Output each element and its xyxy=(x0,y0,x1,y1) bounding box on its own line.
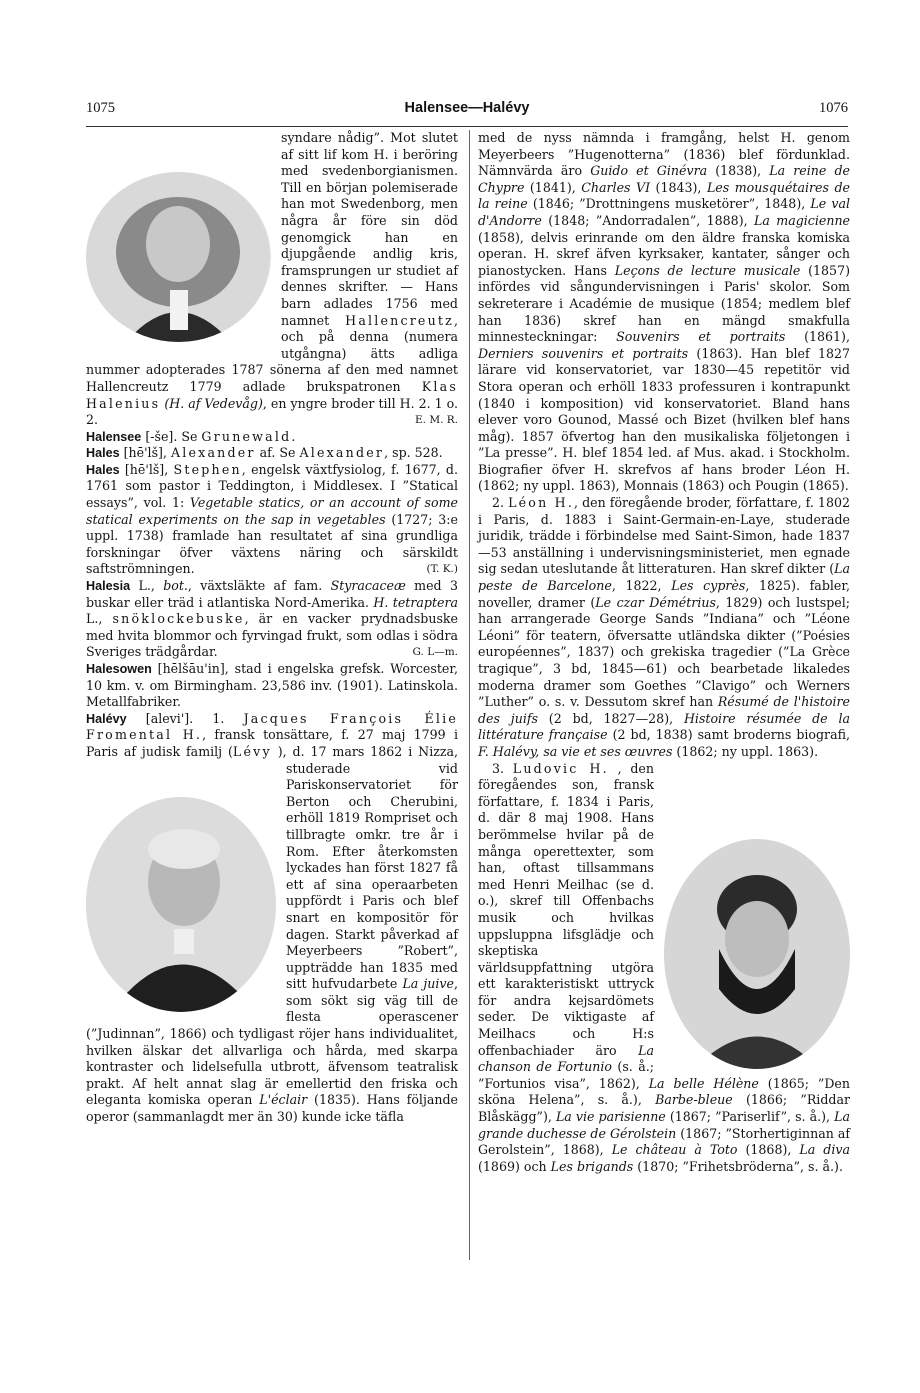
page-title: Halensee—Halévy xyxy=(404,100,530,116)
page-header xyxy=(86,100,848,122)
entry-ludovic-halevy: 3. Ludovic H. , den föregåendes son, fransk författare, f. 1834 i Paris, d. där 8 maj 1908. Hans berömmelse hvilar på de många operettexter, som han, oftast tillsammans med Henri Meilhac (se d. o.), skref till Offenbachs musik och hvilkas uppsluppna lifsglädje och skeptiska världsuppfattning utgöra ett karakteristiskt uttryck för andra kejsardömets seder. De viktigaste af Meilhacs och H:s offenbachiader äro La chanson de Fortunio (s. å.; ”Fortunios visa”, 1862), La belle Hélène (1865; ”Den sköna Helena”, s. å.), Barbe-bleue (1866; ”Riddar Blåskägg”), La vie parisienne (1867; ”Pariserlif”, s. å.), La grande duchesse de Gérolstein (1867; ”Storhertiginnan af Gerolstein”, 1868), Le château à Toto (1868), La diva (1869) och Les brigands (1870; ”Frihetsbröderna”, s. å.). xyxy=(478,760,851,1174)
entry-halevy-continued: med de nyss nämnda i framgång, helst H. genom Meyerbeers ”Hugenotterna” (1836) blef fördunklad. Nämnvärda äro Guido et Ginévra (1838), La reine de Chypre (1841), Charles VI (1843), Les mousquétaires de la reine (1846; ”Drottningens musketörer”, 1848), Le val d'Andorre (1848; ”Andorradalen”, 1888), La magicienne (1858), delvis erinrande om den äldre franska komiska operan. H. skref äfven kyrksaker, kantater, sånger och pianostycken. Hans Leçons de lecture musicale (1857) infördes vid sångundervisningen i Paris' skolor. Som sekreterare i Académie de musique (1854; medlem blef han 1836) skref han en mängd smakfulla minnesteckningar: Souvenirs et portraits (1861), Derniers souvenirs et portraits (1863). Han blef 1827 lärare vid konservatoriet, var 1830—45 repetitör vid Stora operan och erhöll 1833 professuren i kontrapunkt (1840 i komposition) vid konservatoriet. Bland hans elever voro Gounod, Massé och Bizet (hvilken blef hans måg). 1857 öfvertog han den musikaliska följetongen i ”La presse”. H. blef 1854 led. af Mus. akad. i Stockholm. Biografier öfver H. skrefvos af hans broder Léon H. (1862; ny uppl. 1863), Monnais (1863) och Pougin (1865). xyxy=(478,130,851,494)
entry-continuation: syndare nådig”. Mot slutet af sitt lif kom H. i beröring med svedenborgianismen. Till en början polemiserade han mot Swedenborg, men några år före sin död genomgick han en djupgående andlig kris, framsprungen ur studiet af dennes skrifter. — Hans barn adlades 1756 med namnet Hallencreutz, och på denna (numera utgångna) ätts adliga nummer adopterades 1787 sönerna af den med namnet Hallencreutz 1779 adlade brukspatronen Klas Halenius (H. af Vedevåg), en yngre broder till H. 2. 1 o. 2. E. M. R. xyxy=(86,130,458,428)
portrait-icon xyxy=(86,172,271,342)
portrait-figure-1 xyxy=(86,172,271,342)
entry-leon-halevy: 2. Léon H., den föregående broder, författare, f. 1802 i Paris, d. 1883 i Saint-Germain-en-Laye, studerade juridik, trädde i förbindelse med Saint-Simon, hade 1837—53 anställning i undervisningsministeriet, men egnade sig sedan uteslutande åt litteraturen. Han skref dikter (La peste de Barcelone, 1822, Les cyprès, 1825). fabler, noveller, dramer (Le czar Démétrius, 1829) och lustspel; han arrangerade George Sands ”Indiana” och ”Léone Léoni” för teatern, öfversatte utländska dikter (”Poésies européennes”, 1837) och grekiska tragedier (”La Grèce tragique”, 3 bd, 1845—61) och bearbetade likaledes moderna dramer som Goethes ”Clavigo” och Werners ”Luther” o. s. v. Dessutom skref han Résumé de l'histoire des juifs (2 bd, 1827—28), Histoire résumée de la littérature française (2 bd, 1838) samt broderns biografi, F. Halévy, sa vie et ses œuvres (1862; ny uppl. 1863). xyxy=(478,495,851,759)
right-column xyxy=(478,130,850,1175)
entry-halesowen: Halesowen [hēlšāu'in], stad i engelska grefsk. Worcester, 10 km. v. om Birmingham. 23,586 inv. (1901). Latinskola. Metallfabriker. xyxy=(86,661,458,710)
portrait-icon xyxy=(86,797,276,1012)
entry-halensee: Halensee [-še]. Se Grunewald. xyxy=(86,428,298,444)
header-rule xyxy=(86,126,848,127)
portrait-figure-3 xyxy=(664,839,850,1069)
page-number-left: 1075 xyxy=(86,100,115,116)
left-column xyxy=(86,130,458,1126)
entry-halevy: Halévy [alevi']. 1. Jacques François Élie Fromental H., fransk tonsättare, f. 27 maj 1799 i Paris af judisk familj (Lévy ), d. 17 mars 1862 i Nizza, studerade vid Pariskonservatoriet för Berton och Cherubini, erhöll 1819 Rompriset och tillbragte omkr. tre år i Rom. Efter återkomsten lyckades han först 1827 få ett af sina operaarbeten uppfördt i Paris och blef snart en kompositör för dagen. Starkt påverkad af Meyerbeers ”Robert”, uppträdde han 1835 med sitt hufvudarbete La juive, som sökt sig väg till de flesta operascener (”Judinnan”, 1866) och tydligast röjer hans individualitet, hvilken älskar det allvarliga och hårda, med skarpa kontraster och lidelsefulla utbrott, äfvensom teatralisk prakt. Af helt annat slag är emellertid den friska och eleganta komiska operan L'éclair (1835). Hans följande operor (sammanlagdt mer än 30) kunde icke täfla xyxy=(86,710,458,1125)
entry-halesia: Halesia L., bot., växtsläkte af fam. Styracaceæ med 3 buskar eller träd i atlantiska Nord-Amerika. H. tetraptera L., snöklockebuske, är en vacker prydnadsbuske med hvita blommor och fyrvingad frukt, som odlas i södra Sveriges trädgårdar. G. L—m. xyxy=(86,578,458,660)
page-number-right: 1076 xyxy=(819,100,848,116)
portrait-figure-2 xyxy=(86,797,276,1012)
entry-hales-alexander: Hales [hē'lš], Alexander af. Se Alexander, sp. 528. xyxy=(86,445,443,461)
portrait-icon xyxy=(664,839,850,1069)
column-divider xyxy=(469,130,470,1260)
entry-hales-stephen: Hales [hē'lš], Stephen, engelsk växtfysiolog, f. 1677, d. 1761 som pastor i Teddington, i Middlesex. I ”Statical essays”, vol. 1: Vegetable statics, or an account of some statical experiments on the sap in vegetables (1727; 3:e uppl. 1738) framlade han resultatet af sina grundliga forskningar öfver växtens näring och särskildt saftströmningen. (T. K.) xyxy=(86,461,458,577)
